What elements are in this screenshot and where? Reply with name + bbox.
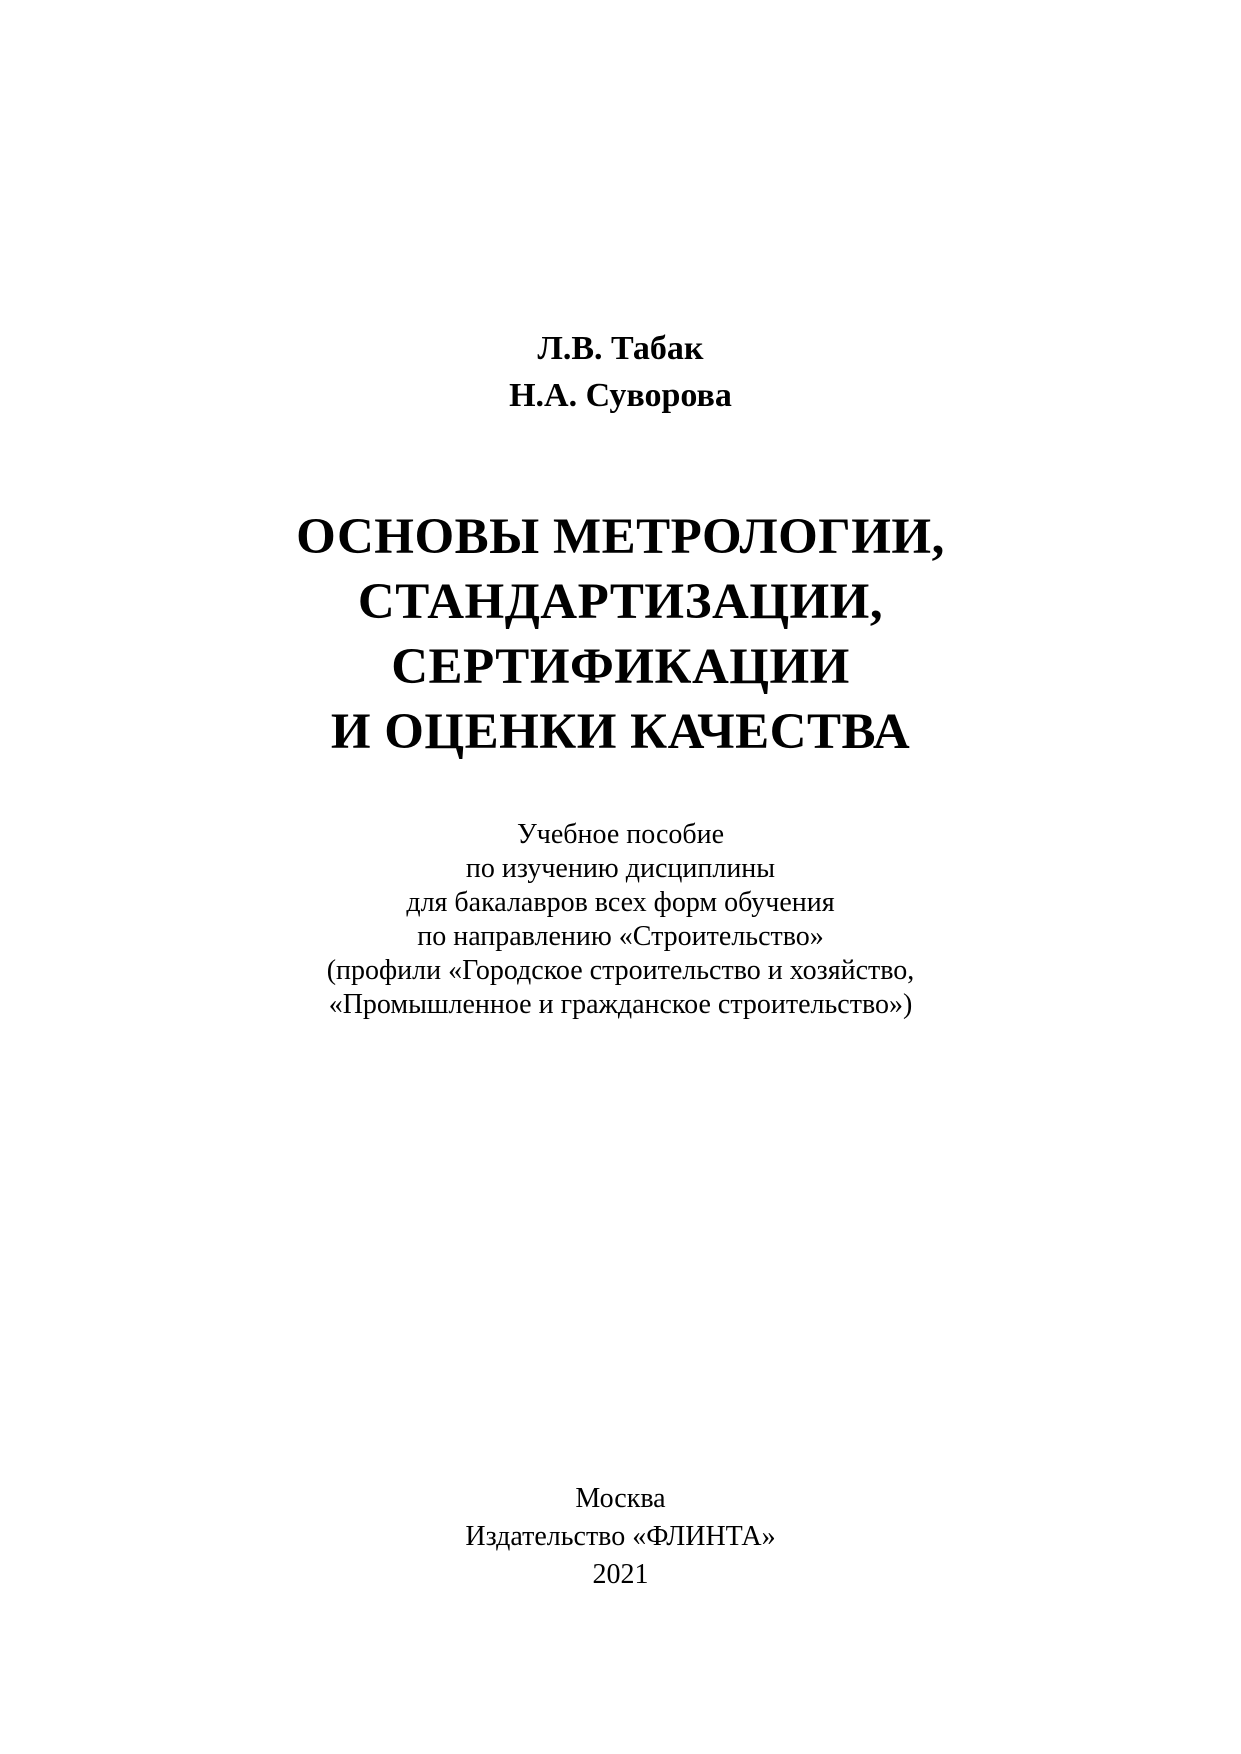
imprint-publisher: Издательство «ФЛИНТА» <box>465 1521 776 1552</box>
subtitle-line: по изучению дисциплины <box>465 853 776 884</box>
subtitle-line: «Промышленное и гражданское строительство») <box>328 989 913 1020</box>
imprint-year: 2021 <box>592 1559 649 1590</box>
subtitle-line: Учебное пособие <box>516 819 725 850</box>
imprint-city: Москва <box>575 1483 666 1514</box>
book-title-line: СТАНДАРТИЗАЦИИ, <box>357 574 884 630</box>
imprint <box>0 1480 1241 1594</box>
authors <box>0 325 1241 419</box>
author-name: Н.А. Суворова <box>509 377 732 414</box>
subtitle-line: для бакалавров всех форм обучения <box>406 887 835 918</box>
subtitle-line: по направлению «Строительство» <box>417 921 824 952</box>
book-title-line: ОСНОВЫ МЕТРОЛОГИИ, <box>296 509 945 565</box>
book-subtitle <box>0 818 1241 1022</box>
book-title <box>0 505 1241 765</box>
book-title-line: И ОЦЕНКИ КАЧЕСТВА <box>330 704 911 760</box>
author-name: Л.В. Табак <box>537 330 704 367</box>
book-title-line: СЕРТИФИКАЦИИ <box>391 639 850 695</box>
subtitle-line: (профили «Городское строительство и хозяйство, <box>326 955 915 986</box>
